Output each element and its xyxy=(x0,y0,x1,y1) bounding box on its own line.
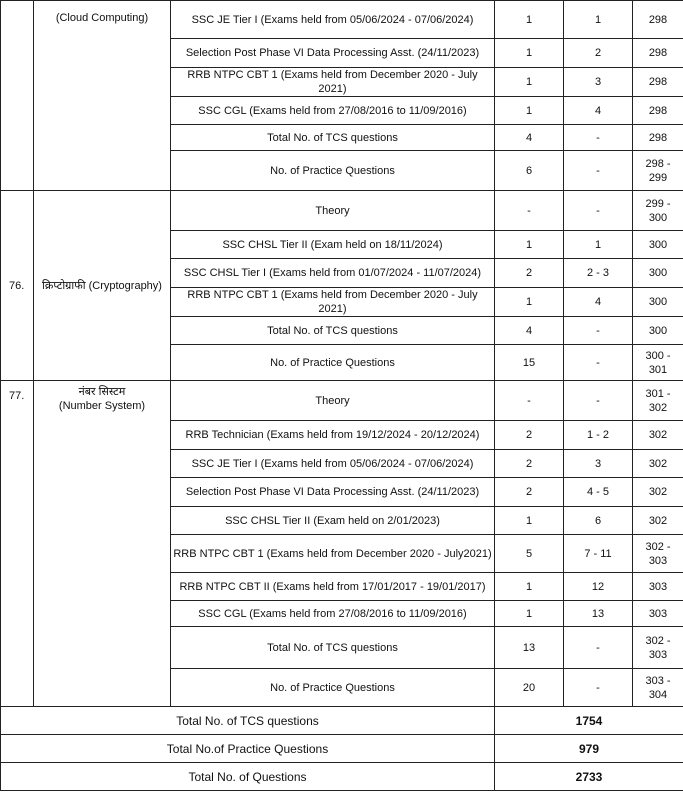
tcs-count-cell: 2 xyxy=(495,421,564,450)
total-tcs-value: 1754 xyxy=(495,707,683,735)
source-cell: No. of Practice Questions xyxy=(171,345,495,381)
topic-english-label: (Number System) xyxy=(58,400,146,412)
question-no-cell: 1 xyxy=(564,1,633,39)
tcs-count-cell: 2 xyxy=(495,259,564,288)
page-cell: 302 xyxy=(633,421,683,450)
total-tcs-label: Total No. of TCS questions xyxy=(1,707,495,735)
question-no-cell: 3 xyxy=(564,68,633,97)
source-cell: SSC CGL (Exams held from 27/08/2016 to 11/09/2016) xyxy=(171,601,495,627)
source-cell: RRB NTPC CBT 1 (Exams held from December 2020 - July 2021) xyxy=(171,288,495,317)
page-cell: 298 xyxy=(633,1,683,39)
question-no-cell: 1 xyxy=(564,231,633,259)
tcs-count-cell: - xyxy=(495,191,564,231)
table-row xyxy=(1,1,683,39)
tcs-count-cell: 1 xyxy=(495,231,564,259)
question-no-cell: - xyxy=(564,151,633,191)
page-cell: 298 - 299 xyxy=(633,151,683,191)
topic-hindi-label: नंबर सिस्टम xyxy=(78,386,126,398)
source-cell: Theory xyxy=(171,191,495,231)
page-cell: 302 xyxy=(633,450,683,478)
tcs-count-cell: - xyxy=(495,381,564,421)
page-cell: 300 xyxy=(633,288,683,317)
page-cell: 302 - 303 xyxy=(633,535,683,573)
question-no-cell: 12 xyxy=(564,573,633,601)
tcs-count-cell: 1 xyxy=(495,1,564,39)
topic-cryptography: क्रिप्टोग्राफी (Cryptography) xyxy=(34,191,171,381)
source-cell: Selection Post Phase VI Data Processing Asst. (24/11/2023) xyxy=(171,39,495,68)
source-cell: RRB NTPC CBT II (Exams held from 17/01/2017 - 19/01/2017) xyxy=(171,573,495,601)
page-cell: 301 - 302 xyxy=(633,381,683,421)
source-cell: Total No. of TCS questions xyxy=(171,317,495,345)
question-no-cell: - xyxy=(564,317,633,345)
tcs-count-cell: 4 xyxy=(495,317,564,345)
tcs-count-cell: 20 xyxy=(495,669,564,707)
tcs-count-cell: 15 xyxy=(495,345,564,381)
total-practice-value: 979 xyxy=(495,735,683,763)
source-cell: Total No. of TCS questions xyxy=(171,627,495,669)
page-cell: 298 xyxy=(633,68,683,97)
source-cell: SSC CHSL Tier II (Exam held on 18/11/2024) xyxy=(171,231,495,259)
topic-cloud-computing: (Cloud Computing) xyxy=(34,1,171,191)
topic-number-system xyxy=(34,381,171,707)
page-cell: 298 xyxy=(633,39,683,68)
question-no-cell: - xyxy=(564,125,633,151)
tcs-count-cell: 2 xyxy=(495,478,564,507)
total-questions-label: Total No. of Questions xyxy=(1,763,495,791)
source-cell: Theory xyxy=(171,381,495,421)
question-no-cell: 2 - 3 xyxy=(564,259,633,288)
source-cell: SSC JE Tier I (Exams held from 05/06/2024 - 07/06/2024) xyxy=(171,450,495,478)
tcs-count-cell: 4 xyxy=(495,125,564,151)
question-no-cell: - xyxy=(564,381,633,421)
page-cell: 298 xyxy=(633,97,683,125)
question-no-cell: 3 xyxy=(564,450,633,478)
section-number-77: 77. xyxy=(1,381,34,707)
source-cell: No. of Practice Questions xyxy=(171,151,495,191)
table-row xyxy=(1,381,683,421)
total-practice-row xyxy=(1,735,683,763)
total-practice-label: Total No.of Practice Questions xyxy=(1,735,495,763)
total-questions-row xyxy=(1,763,683,791)
source-cell: Total No. of TCS questions xyxy=(171,125,495,151)
page-cell: 299 - 300 xyxy=(633,191,683,231)
question-no-cell: 4 - 5 xyxy=(564,478,633,507)
section-number-cell xyxy=(1,1,34,191)
question-no-cell: 13 xyxy=(564,601,633,627)
tcs-count-cell: 1 xyxy=(495,97,564,125)
question-no-cell: 7 - 11 xyxy=(564,535,633,573)
section-number-76: 76. xyxy=(1,191,34,381)
table-row xyxy=(1,191,683,231)
total-tcs-row xyxy=(1,707,683,735)
tcs-count-cell: 1 xyxy=(495,39,564,68)
source-cell: SSC CHSL Tier I (Exams held from 01/07/2024 - 11/07/2024) xyxy=(171,259,495,288)
tcs-count-cell: 2 xyxy=(495,450,564,478)
page-cell: 300 - 301 xyxy=(633,345,683,381)
tcs-count-cell: 1 xyxy=(495,601,564,627)
tcs-count-cell: 1 xyxy=(495,68,564,97)
question-no-cell: 6 xyxy=(564,507,633,535)
page-cell: 300 xyxy=(633,231,683,259)
page-cell: 302 xyxy=(633,478,683,507)
tcs-count-cell: 1 xyxy=(495,507,564,535)
question-no-cell: - xyxy=(564,669,633,707)
tcs-count-cell: 5 xyxy=(495,535,564,573)
page-cell: 298 xyxy=(633,125,683,151)
page-cell: 302 - 303 xyxy=(633,627,683,669)
question-no-cell: - xyxy=(564,627,633,669)
question-no-cell: - xyxy=(564,191,633,231)
source-cell: RRB NTPC CBT 1 (Exams held from December 2020 - July 2021) xyxy=(171,68,495,97)
source-cell: RRB Technician (Exams held from 19/12/2024 - 20/12/2024) xyxy=(171,421,495,450)
source-cell: SSC JE Tier I (Exams held from 05/06/2024 - 07/06/2024) xyxy=(171,1,495,39)
question-no-cell: 4 xyxy=(564,97,633,125)
tcs-count-cell: 13 xyxy=(495,627,564,669)
source-cell: RRB NTPC CBT 1 (Exams held from December 2020 - July2021) xyxy=(171,535,495,573)
page-cell: 303 xyxy=(633,601,683,627)
tcs-count-cell: 1 xyxy=(495,573,564,601)
tcs-count-cell: 1 xyxy=(495,288,564,317)
page-cell: 303 - 304 xyxy=(633,669,683,707)
question-no-cell: 4 xyxy=(564,288,633,317)
page-cell: 302 xyxy=(633,507,683,535)
source-cell: Selection Post Phase VI Data Processing Asst. (24/11/2023) xyxy=(171,478,495,507)
source-cell: No. of Practice Questions xyxy=(171,669,495,707)
question-no-cell: 1 - 2 xyxy=(564,421,633,450)
page-cell: 303 xyxy=(633,573,683,601)
question-no-cell: - xyxy=(564,345,633,381)
page-cell: 300 xyxy=(633,259,683,288)
source-cell: SSC CHSL Tier II (Exam held on 2/01/2023) xyxy=(171,507,495,535)
tcs-count-cell: 6 xyxy=(495,151,564,191)
source-cell: SSC CGL (Exams held from 27/08/2016 to 11/09/2016) xyxy=(171,97,495,125)
page-cell: 300 xyxy=(633,317,683,345)
question-no-cell: 2 xyxy=(564,39,633,68)
total-questions-value: 2733 xyxy=(495,763,683,791)
